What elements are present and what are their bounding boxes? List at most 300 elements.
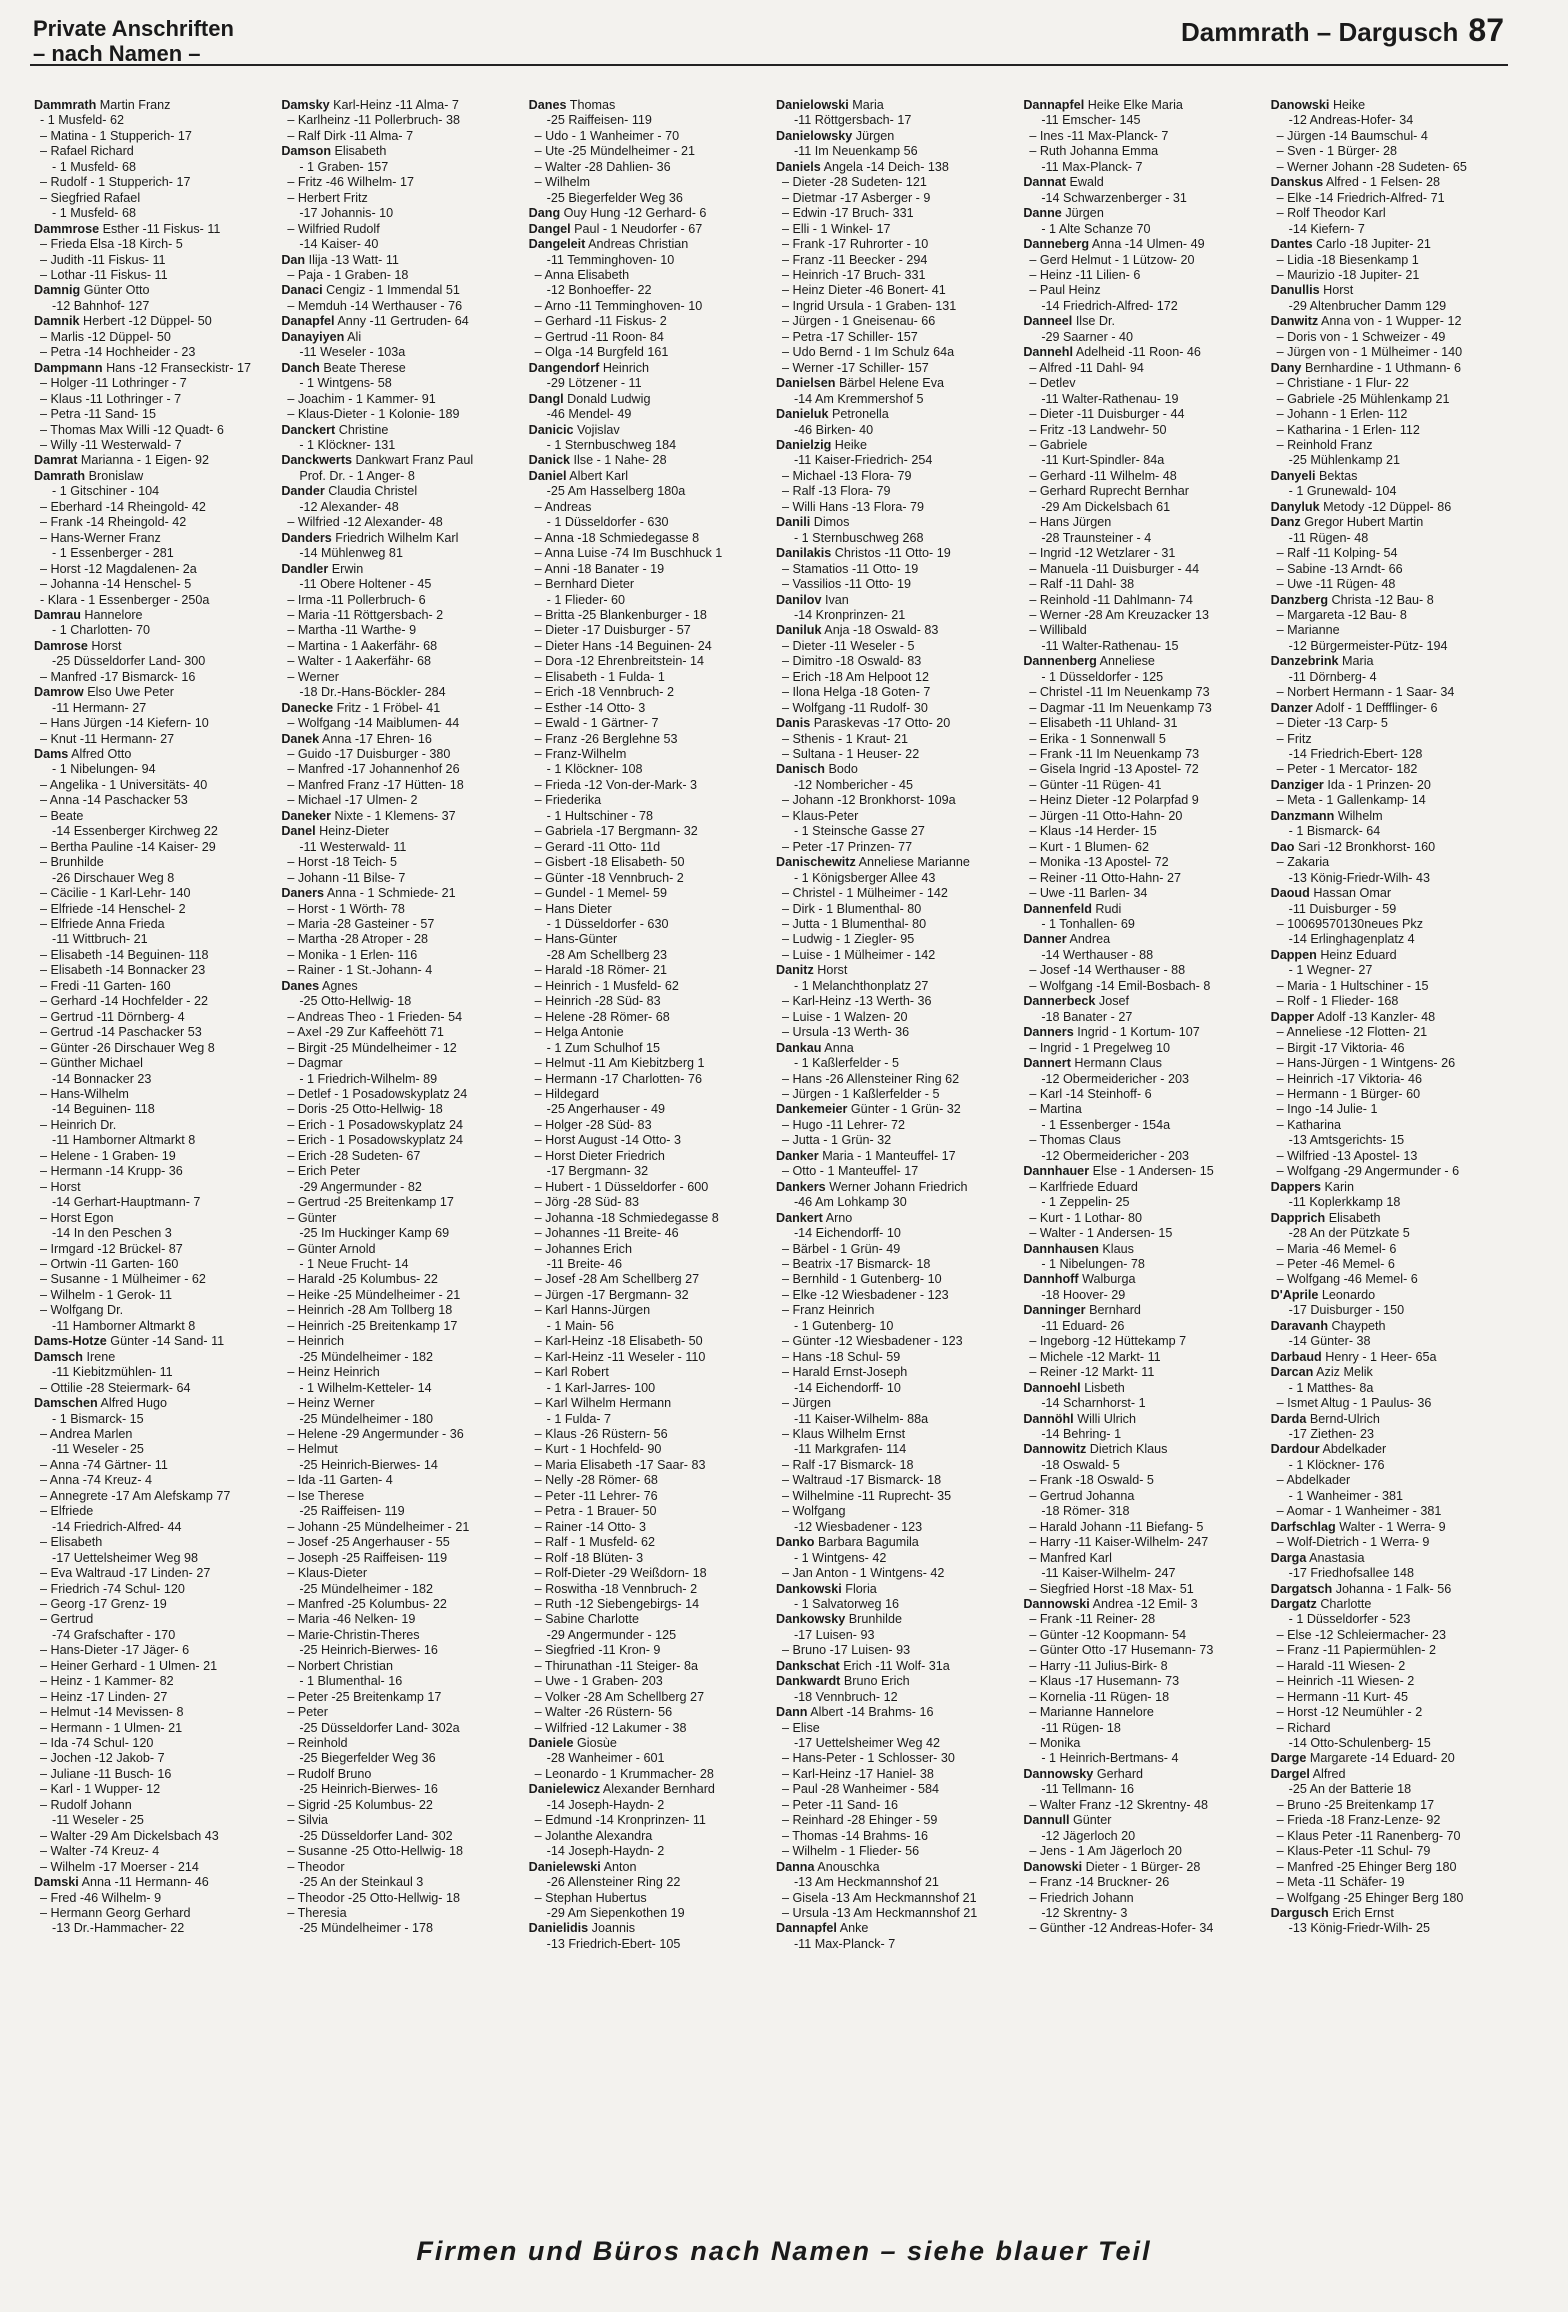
directory-entry-line	[776, 345, 1019, 360]
surname: Dargusch	[1270, 1906, 1329, 1921]
directory-entry-line	[529, 1566, 772, 1581]
entry-text: Ingrid - 1 Kortum- 107	[1077, 1025, 1200, 1040]
entry-text: Esther -11 Fiskus- 11	[102, 221, 221, 236]
directory-entry-line	[1023, 1751, 1266, 1766]
entry-text: – Wolfgang -14 Maiblumen- 44	[287, 716, 460, 731]
entry-text: - 1 Main- 56	[546, 1318, 614, 1333]
directory-entry-line	[281, 1504, 524, 1519]
entry-text: -11 Temminghoven- 10	[546, 252, 675, 267]
surname: Dankwardt	[775, 1674, 841, 1689]
directory-entry-line	[34, 593, 277, 608]
directory-entry-head	[529, 1860, 772, 1875]
entry-text: – Maria -11 Röttgersbach- 2	[287, 607, 444, 622]
directory-column-5	[1023, 98, 1266, 2216]
entry-text: – Ise Therese	[287, 1488, 365, 1503]
directory-entry-line	[529, 438, 772, 453]
directory-entry-line	[1023, 855, 1266, 870]
entry-text: – Kurt - 1 Blumen- 62	[1029, 839, 1150, 854]
directory-entry-line	[1271, 608, 1514, 623]
entry-text: - 1 Matthes- 8a	[1288, 1380, 1374, 1395]
directory-entry-head	[281, 361, 524, 376]
entry-text: – Hans Jürgen	[1029, 515, 1112, 530]
directory-entry-line	[1271, 222, 1514, 237]
entry-text: Metody -12 Düppel- 86	[1323, 499, 1452, 514]
directory-entry-line	[1271, 1628, 1514, 1643]
entry-text: – Paja - 1 Graben- 18	[287, 267, 409, 282]
entry-text: – Wilfried -12 Lakumer - 38	[534, 1720, 687, 1735]
entry-text: – Hildegard	[534, 1087, 600, 1101]
entry-text: – Dieter Hans -14 Beguinen- 24	[534, 638, 712, 653]
surname: Danwitz	[1270, 314, 1319, 329]
directory-entry-line	[34, 871, 277, 886]
directory-entry-line	[34, 392, 277, 407]
entry-text: -11 Hermann- 27	[52, 700, 147, 715]
entry-text: – Uwe - 1 Graben- 203	[534, 1674, 663, 1689]
directory-entry-line	[1271, 1056, 1514, 1071]
entry-text: - 1 Klöckner- 176	[1288, 1457, 1385, 1472]
directory-entry-line	[34, 1164, 277, 1179]
directory-entry-line	[1271, 1489, 1514, 1504]
entry-text: – Harald -18 Römer- 21	[534, 963, 667, 978]
entry-text: Elisabeth	[1328, 1210, 1381, 1225]
entry-text: Angela -14 Deich- 138	[823, 159, 949, 174]
entry-text: – Maria Elisabeth -17 Saar- 83	[534, 1457, 706, 1472]
directory-entry-line	[776, 1350, 1019, 1365]
entry-text: – Heinrich -28 Süd- 83	[534, 994, 661, 1009]
directory-entry-line	[1023, 1921, 1266, 1936]
directory-entry-line	[1023, 778, 1266, 793]
entry-text: – Manfred -25 Kolumbus- 22	[287, 1596, 447, 1611]
directory-entry-line	[776, 917, 1019, 932]
directory-entry-line	[1023, 113, 1266, 128]
directory-entry-head	[776, 1211, 1019, 1226]
directory-entry-line	[281, 160, 524, 175]
directory-entry-head	[1271, 283, 1514, 298]
directory-entry-line	[34, 577, 277, 592]
entry-text: -11 Kaiser-Friedrich- 254	[793, 453, 933, 468]
directory-entry-line	[34, 1025, 277, 1040]
entry-text: Vojislav	[576, 422, 620, 437]
entry-text: – Fredi -11 Garten- 160	[40, 978, 171, 993]
entry-text: -11 Weseler - 25	[52, 1442, 144, 1457]
entry-text: - 1 Essenberger - 281	[52, 546, 174, 561]
directory-entry-head	[1023, 1381, 1266, 1396]
entry-text: -25 Biegerfelder Weg 36	[299, 1751, 436, 1766]
entry-text: - 1 Charlotten- 70	[52, 623, 151, 638]
entry-text: -14 Friedrich-Alfred- 172	[1041, 298, 1178, 313]
directory-entry-line	[1271, 1829, 1514, 1844]
directory-entry-line	[1023, 376, 1266, 391]
surname: Dankau	[775, 1040, 822, 1055]
directory-entry-line	[1023, 747, 1266, 762]
entry-text: – Erich Peter	[287, 1164, 361, 1179]
directory-entry-line	[529, 855, 772, 870]
directory-entry-head	[1023, 932, 1266, 947]
directory-entry-line	[529, 809, 772, 824]
directory-entry-line	[34, 932, 277, 947]
entry-text: – Bertha Pauline -14 Kaiser- 29	[40, 839, 216, 854]
entry-text: – Karl-Heinz -13 Werth- 36	[781, 994, 932, 1009]
entry-text: Bernd-Ulrich	[1309, 1411, 1380, 1426]
directory-entry-line	[1023, 1458, 1266, 1473]
directory-entry-line	[34, 762, 277, 777]
directory-entry-line	[34, 1520, 277, 1535]
directory-entry-line	[529, 1643, 772, 1658]
surname: Dargatz	[1270, 1596, 1317, 1611]
directory-entry-line	[776, 979, 1019, 994]
entry-text: -12 Jägerloch 20	[1041, 1828, 1136, 1843]
entry-text: - 1 Musfeld- 68	[52, 159, 136, 174]
entry-text: Anastasia	[1309, 1550, 1365, 1565]
entry-text: – Gerd Helmut - 1 Lützow- 20	[1029, 252, 1195, 267]
directory-entry-line	[1023, 1087, 1266, 1102]
surname: Danyeli	[1270, 468, 1316, 483]
directory-entry-line	[281, 1921, 524, 1936]
directory-entry-head	[776, 1705, 1019, 1720]
entry-text: – Ursula -13 Am Heckmannshof 21	[781, 1906, 978, 1921]
entry-text: – Norbert Hermann - 1 Saar- 34	[1276, 685, 1455, 700]
entry-text: -25 Mündelheimer - 180	[299, 1411, 434, 1426]
entry-text: – Klaus-Peter -11 Schul- 79	[1276, 1844, 1431, 1859]
entry-text: -46 Mendel- 49	[546, 407, 632, 422]
directory-entry-head	[34, 283, 277, 298]
directory-entry-line	[776, 423, 1019, 438]
entry-text: Fritz - 1 Fröbel- 41	[336, 700, 441, 715]
directory-entry-head	[1271, 1751, 1514, 1766]
directory-entry-line	[1023, 469, 1266, 484]
entry-text: – Klaus-Dieter - 1 Kolonie- 189	[287, 407, 460, 422]
entry-text: - 1 Bismarck- 64	[1288, 824, 1381, 839]
directory-entry-line	[776, 1010, 1019, 1025]
directory-entry-line	[1023, 1334, 1266, 1349]
surname: Danners	[1023, 1025, 1074, 1040]
directory-entry-line	[776, 1875, 1019, 1890]
directory-entry-line	[776, 1782, 1019, 1797]
entry-text: – Johann -25 Mündelheimer - 21	[287, 1519, 470, 1534]
entry-text: -14 Friedrich-Ebert- 128	[1288, 747, 1423, 762]
surname: Darcan	[1270, 1365, 1314, 1380]
directory-entry-line	[529, 1751, 772, 1766]
entry-text: – Dieter -11 Duisburger - 44	[1029, 407, 1185, 422]
entry-text: – Horst Egon	[40, 1210, 114, 1225]
directory-entry-line	[529, 1025, 772, 1040]
surname: Dang	[528, 206, 561, 221]
surname: Danzberg	[1270, 592, 1329, 607]
directory-entry-line	[281, 268, 524, 283]
entry-text: -18 Römer- 318	[1041, 1504, 1130, 1519]
directory-entry-line	[281, 639, 524, 654]
directory-entry-head	[34, 469, 277, 484]
entry-text: Elisabeth	[334, 144, 387, 159]
entry-text: – Dora -12 Ehrenbreitstein- 14	[534, 654, 705, 669]
entry-text: – Joachim - 1 Kammer- 91	[287, 391, 436, 406]
directory-entry-head	[281, 562, 524, 577]
entry-text: – Josef -25 Angerhauser - 55	[287, 1535, 450, 1550]
directory-entry-line	[281, 1489, 524, 1504]
directory-entry-line	[1023, 1798, 1266, 1813]
directory-entry-line	[776, 1767, 1019, 1782]
entry-text: – Walter -74 Kreuz- 4	[40, 1844, 160, 1859]
entry-text: – Monika - 1 Erlen- 116	[287, 947, 418, 962]
directory-entry-line	[776, 1072, 1019, 1087]
surname: Daners	[281, 886, 325, 901]
surname: Danckert	[281, 422, 336, 437]
surname: Damrow	[34, 685, 84, 700]
directory-entry-line	[1271, 1149, 1514, 1164]
directory-entry-line	[281, 1751, 524, 1766]
entry-text: – Hugo -11 Lehrer- 72	[781, 1117, 905, 1132]
directory-entry-line	[1271, 562, 1514, 577]
directory-entry-line	[1023, 191, 1266, 206]
entry-text: Günter - 1 Grün- 32	[850, 1102, 961, 1117]
entry-text: – Manfred -17 Johannenhof 26	[287, 762, 460, 777]
entry-text: – Margareta -12 Bau- 8	[1276, 607, 1407, 622]
directory-entry-line	[34, 917, 277, 932]
directory-entry-line	[1023, 1350, 1266, 1365]
directory-entry-line	[34, 160, 277, 175]
directory-entry-line	[776, 778, 1019, 793]
directory-entry-head	[1271, 1767, 1514, 1782]
directory-entry-line	[1023, 253, 1266, 268]
entry-text: – Irmgard -12 Brückel- 87	[40, 1241, 183, 1256]
directory-entry-line	[281, 1659, 524, 1674]
directory-entry-line	[281, 1906, 524, 1921]
directory-entry-line	[34, 1551, 277, 1566]
entry-text: Jürgen	[1065, 206, 1104, 221]
entry-text: – Gertrud -25 Breitenkamp 17	[287, 1195, 454, 1210]
entry-text: – Hans -18 Schul- 59	[781, 1349, 901, 1364]
entry-text: – Hubert - 1 Düsseldorfer - 600	[534, 1179, 709, 1194]
directory-entry-line	[529, 1319, 772, 1334]
entry-text: -11 Markgrafen- 114	[793, 1442, 907, 1457]
entry-text: -29 Am Siepenkothen 19	[546, 1906, 685, 1921]
entry-text: Arno	[825, 1210, 853, 1225]
entry-text: Hassan Omar	[1313, 886, 1392, 901]
entry-text: Adolf - 1 Deffflinger- 6	[1315, 700, 1438, 715]
entry-text: – Hermann -17 Charlotten- 76	[534, 1071, 702, 1086]
directory-entry-line	[281, 1381, 524, 1396]
directory-entry-head	[529, 1921, 772, 1936]
directory-column-1	[34, 98, 277, 2216]
entry-text: – Elfriede Anna Frieda	[40, 917, 165, 932]
entry-text: -14 Am Kremmershof 5	[793, 391, 924, 406]
directory-entry-head	[1271, 1180, 1514, 1195]
entry-text: -25 Düsseldorfer Land- 300	[52, 654, 206, 669]
entry-text: – Rolf-Dieter -29 Weißdorn- 18	[534, 1566, 707, 1581]
directory-entry-head	[34, 639, 277, 654]
entry-text: – Sabine Charlotte	[534, 1612, 639, 1627]
entry-text: – Martha -28 Atroper - 28	[287, 932, 429, 947]
entry-text: – Karlheinz -11 Pollerbruch- 38	[287, 113, 460, 128]
entry-text: – Franz-Wilhelm	[534, 747, 627, 762]
directory-entry-line	[281, 1643, 524, 1658]
entry-text: Floria	[845, 1581, 877, 1596]
entry-text: – Harald -25 Kolumbus- 22	[287, 1272, 438, 1287]
entry-text: Maria	[852, 98, 884, 112]
entry-text: Herbert -12 Düppel- 50	[83, 314, 212, 329]
entry-text: Thomas	[569, 98, 616, 112]
entry-text: – Karl-Heinz -17 Haniel- 38	[781, 1766, 934, 1781]
entry-text: – Richard	[1276, 1720, 1331, 1735]
directory-entry-line	[34, 1674, 277, 1689]
entry-text: – Manfred Karl	[1029, 1550, 1112, 1565]
directory-entry-line	[529, 1211, 772, 1226]
surname: Dannhauer	[1023, 1164, 1090, 1179]
entry-text: -14 Günter- 38	[1288, 1334, 1371, 1349]
entry-text: - 1 Gutenberg- 10	[793, 1318, 894, 1333]
directory-entry-line	[529, 1288, 772, 1303]
directory-entry-line	[281, 577, 524, 592]
directory-entry-line	[1023, 1705, 1266, 1720]
surname: Daniele	[528, 1736, 574, 1751]
surname: Dapprich	[1270, 1210, 1326, 1225]
directory-columns	[34, 98, 1514, 2216]
entry-text: – Else -12 Schleiermacher- 23	[1276, 1627, 1447, 1642]
entry-text: Anja -18 Oswald- 83	[824, 623, 939, 638]
surname: Danili	[775, 515, 811, 530]
entry-text: – Reinhold	[287, 1736, 348, 1751]
entry-text: Christa -12 Bau- 8	[1331, 592, 1434, 607]
entry-text: -25 Raiffeisen- 119	[299, 1504, 405, 1519]
directory-entry-line	[529, 639, 772, 654]
directory-entry-line	[281, 1566, 524, 1581]
entry-text: – Franz -26 Berglehne 53	[534, 731, 678, 746]
directory-entry-line	[281, 500, 524, 515]
directory-entry-line	[34, 1195, 277, 1210]
directory-entry-line	[529, 1412, 772, 1427]
entry-text: – Meta -11 Schäfer- 19	[1276, 1875, 1405, 1890]
directory-entry-head	[529, 361, 772, 376]
directory-entry-head	[1023, 902, 1266, 917]
entry-text: – Heinz Heinrich	[287, 1365, 380, 1380]
entry-text: -12 Nombericher - 45	[793, 777, 913, 792]
entry-text: – Erich -18 Am Helpoot 12	[781, 669, 929, 684]
entry-text: – Horst -12 Magdalenen- 2a	[40, 561, 197, 576]
directory-entry-line	[776, 932, 1019, 947]
entry-text: – Walter - 1 Andersen- 15	[1029, 1226, 1173, 1241]
directory-entry-line	[34, 144, 277, 159]
entry-text: -46 Birken- 40	[793, 422, 874, 437]
directory-entry-head	[1271, 1365, 1514, 1380]
entry-text: - 1 Karl-Jarres- 100	[546, 1380, 656, 1395]
entry-text: -14 Beguinen- 118	[52, 1102, 155, 1117]
surname: Danielsen	[775, 376, 836, 391]
surname: Danckwerts	[281, 453, 353, 468]
directory-entry-line	[34, 1489, 277, 1504]
directory-entry-line	[1271, 1226, 1514, 1241]
directory-entry-line	[281, 1582, 524, 1597]
surname: Danowski	[1023, 1859, 1083, 1874]
name-range: Dammrath – Dargusch	[1180, 17, 1459, 47]
directory-entry-line	[529, 917, 772, 932]
entry-text: – Günter -12 Koopmann- 54	[1029, 1627, 1187, 1642]
entry-text: -13 König-Friedr-Wilh- 25	[1288, 1921, 1431, 1936]
surname: Danielzig	[775, 437, 832, 452]
directory-entry-line	[529, 1195, 772, 1210]
entry-text: -46 Am Lohkamp 30	[793, 1195, 907, 1210]
directory-entry-head	[776, 1612, 1019, 1627]
entry-text: – Thomas Claus	[1029, 1133, 1121, 1148]
entry-text: – Horst August -14 Otto- 3	[534, 1133, 681, 1148]
entry-text: – Harry -11 Kaiser-Wilhelm- 247	[1029, 1535, 1209, 1550]
directory-entry-line	[1023, 392, 1266, 407]
entry-text: Adelheid -11 Roon- 46	[1075, 345, 1201, 360]
entry-text: – Sven - 1 Bürger- 28	[1276, 144, 1398, 159]
entry-text: -14 Friedrich-Alfred- 44	[52, 1519, 182, 1534]
entry-text: – Hans-Dieter -17 Jäger- 6	[40, 1643, 190, 1658]
directory-entry-line	[281, 1164, 524, 1179]
entry-text: – Jürgen - 1 Kaßlerfelder - 5	[781, 1087, 940, 1101]
entry-text: – Werner Johann -28 Sudeten- 65	[1276, 159, 1467, 174]
entry-text: – Frank -14 Rheingold- 42	[40, 515, 187, 530]
directory-entry-line	[1271, 1303, 1514, 1318]
surname: Dan	[281, 252, 306, 267]
directory-entry-line	[34, 1566, 277, 1581]
entry-text: – Reinhold -11 Dahlmann- 74	[1029, 592, 1193, 607]
directory-entry-line	[34, 716, 277, 731]
entry-text: -25 Otto-Hellwig- 18	[299, 994, 412, 1009]
entry-text: Nixte - 1 Klemens- 37	[334, 808, 456, 823]
entry-text: – Meta - 1 Gallenkamp- 14	[1276, 793, 1426, 808]
directory-entry-head	[1271, 361, 1514, 376]
directory-entry-line	[1271, 963, 1514, 978]
entry-text: – Rudolf Bruno	[287, 1766, 372, 1781]
entry-text: – Jürgen -17 Bergmann- 32	[534, 1287, 689, 1302]
entry-text: – Ida -74 Schul- 120	[40, 1736, 154, 1751]
entry-text: – Siegfried Horst -18 Max- 51	[1029, 1581, 1194, 1596]
entry-text: - 1 Wilhelm-Ketteler- 14	[299, 1380, 432, 1395]
directory-entry-line	[1271, 1087, 1514, 1102]
surname: Danes	[528, 98, 567, 112]
directory-entry-line	[529, 1891, 772, 1906]
directory-entry-line	[529, 1427, 772, 1442]
entry-text: Barbara Bagumila	[817, 1535, 919, 1550]
surname: Danker	[775, 1148, 819, 1163]
directory-entry-line	[1023, 1736, 1266, 1751]
entry-text: Albert -14 Brahms- 16	[810, 1705, 934, 1720]
entry-text: – Vassilios -11 Otto- 19	[781, 577, 912, 592]
directory-entry-line	[34, 1211, 277, 1226]
directory-entry-line	[1271, 1072, 1514, 1087]
entry-text: -28 Am Schellberg 23	[546, 947, 668, 962]
directory-entry-head	[1271, 1582, 1514, 1597]
directory-entry-head	[776, 1582, 1019, 1597]
entry-text: – Sthenis - 1 Kraut- 21	[781, 731, 908, 746]
entry-text: Leonardo	[1321, 1287, 1376, 1302]
directory-entry-line	[529, 283, 772, 298]
entry-text: Irene	[86, 1349, 116, 1364]
entry-text: – Peter -11 Sand- 16	[781, 1797, 898, 1812]
entry-text: Maria	[1342, 654, 1374, 669]
directory-entry-line	[281, 716, 524, 731]
surname: Danielowsky	[775, 128, 853, 143]
directory-entry-line	[529, 608, 772, 623]
directory-entry-head	[1023, 1597, 1266, 1612]
surname: D'Aprile	[1270, 1287, 1319, 1302]
surname: Danko	[775, 1535, 815, 1550]
directory-entry-line	[1271, 407, 1514, 422]
directory-entry-line	[34, 809, 277, 824]
entry-text: – Wilhelmine -11 Ruprecht- 35	[781, 1488, 952, 1503]
entry-text: – Eberhard -14 Rheingold- 42	[40, 499, 206, 514]
directory-entry-line	[529, 1118, 772, 1133]
directory-entry-line	[1023, 670, 1266, 685]
entry-text: Anouschka	[817, 1859, 880, 1874]
entry-text: -13 König-Friedr-Wilh- 43	[1288, 870, 1431, 885]
entry-text: - 1 Neue Frucht- 14	[299, 1256, 409, 1271]
directory-entry-line	[1023, 1226, 1266, 1241]
directory-entry-line	[1023, 1365, 1266, 1380]
